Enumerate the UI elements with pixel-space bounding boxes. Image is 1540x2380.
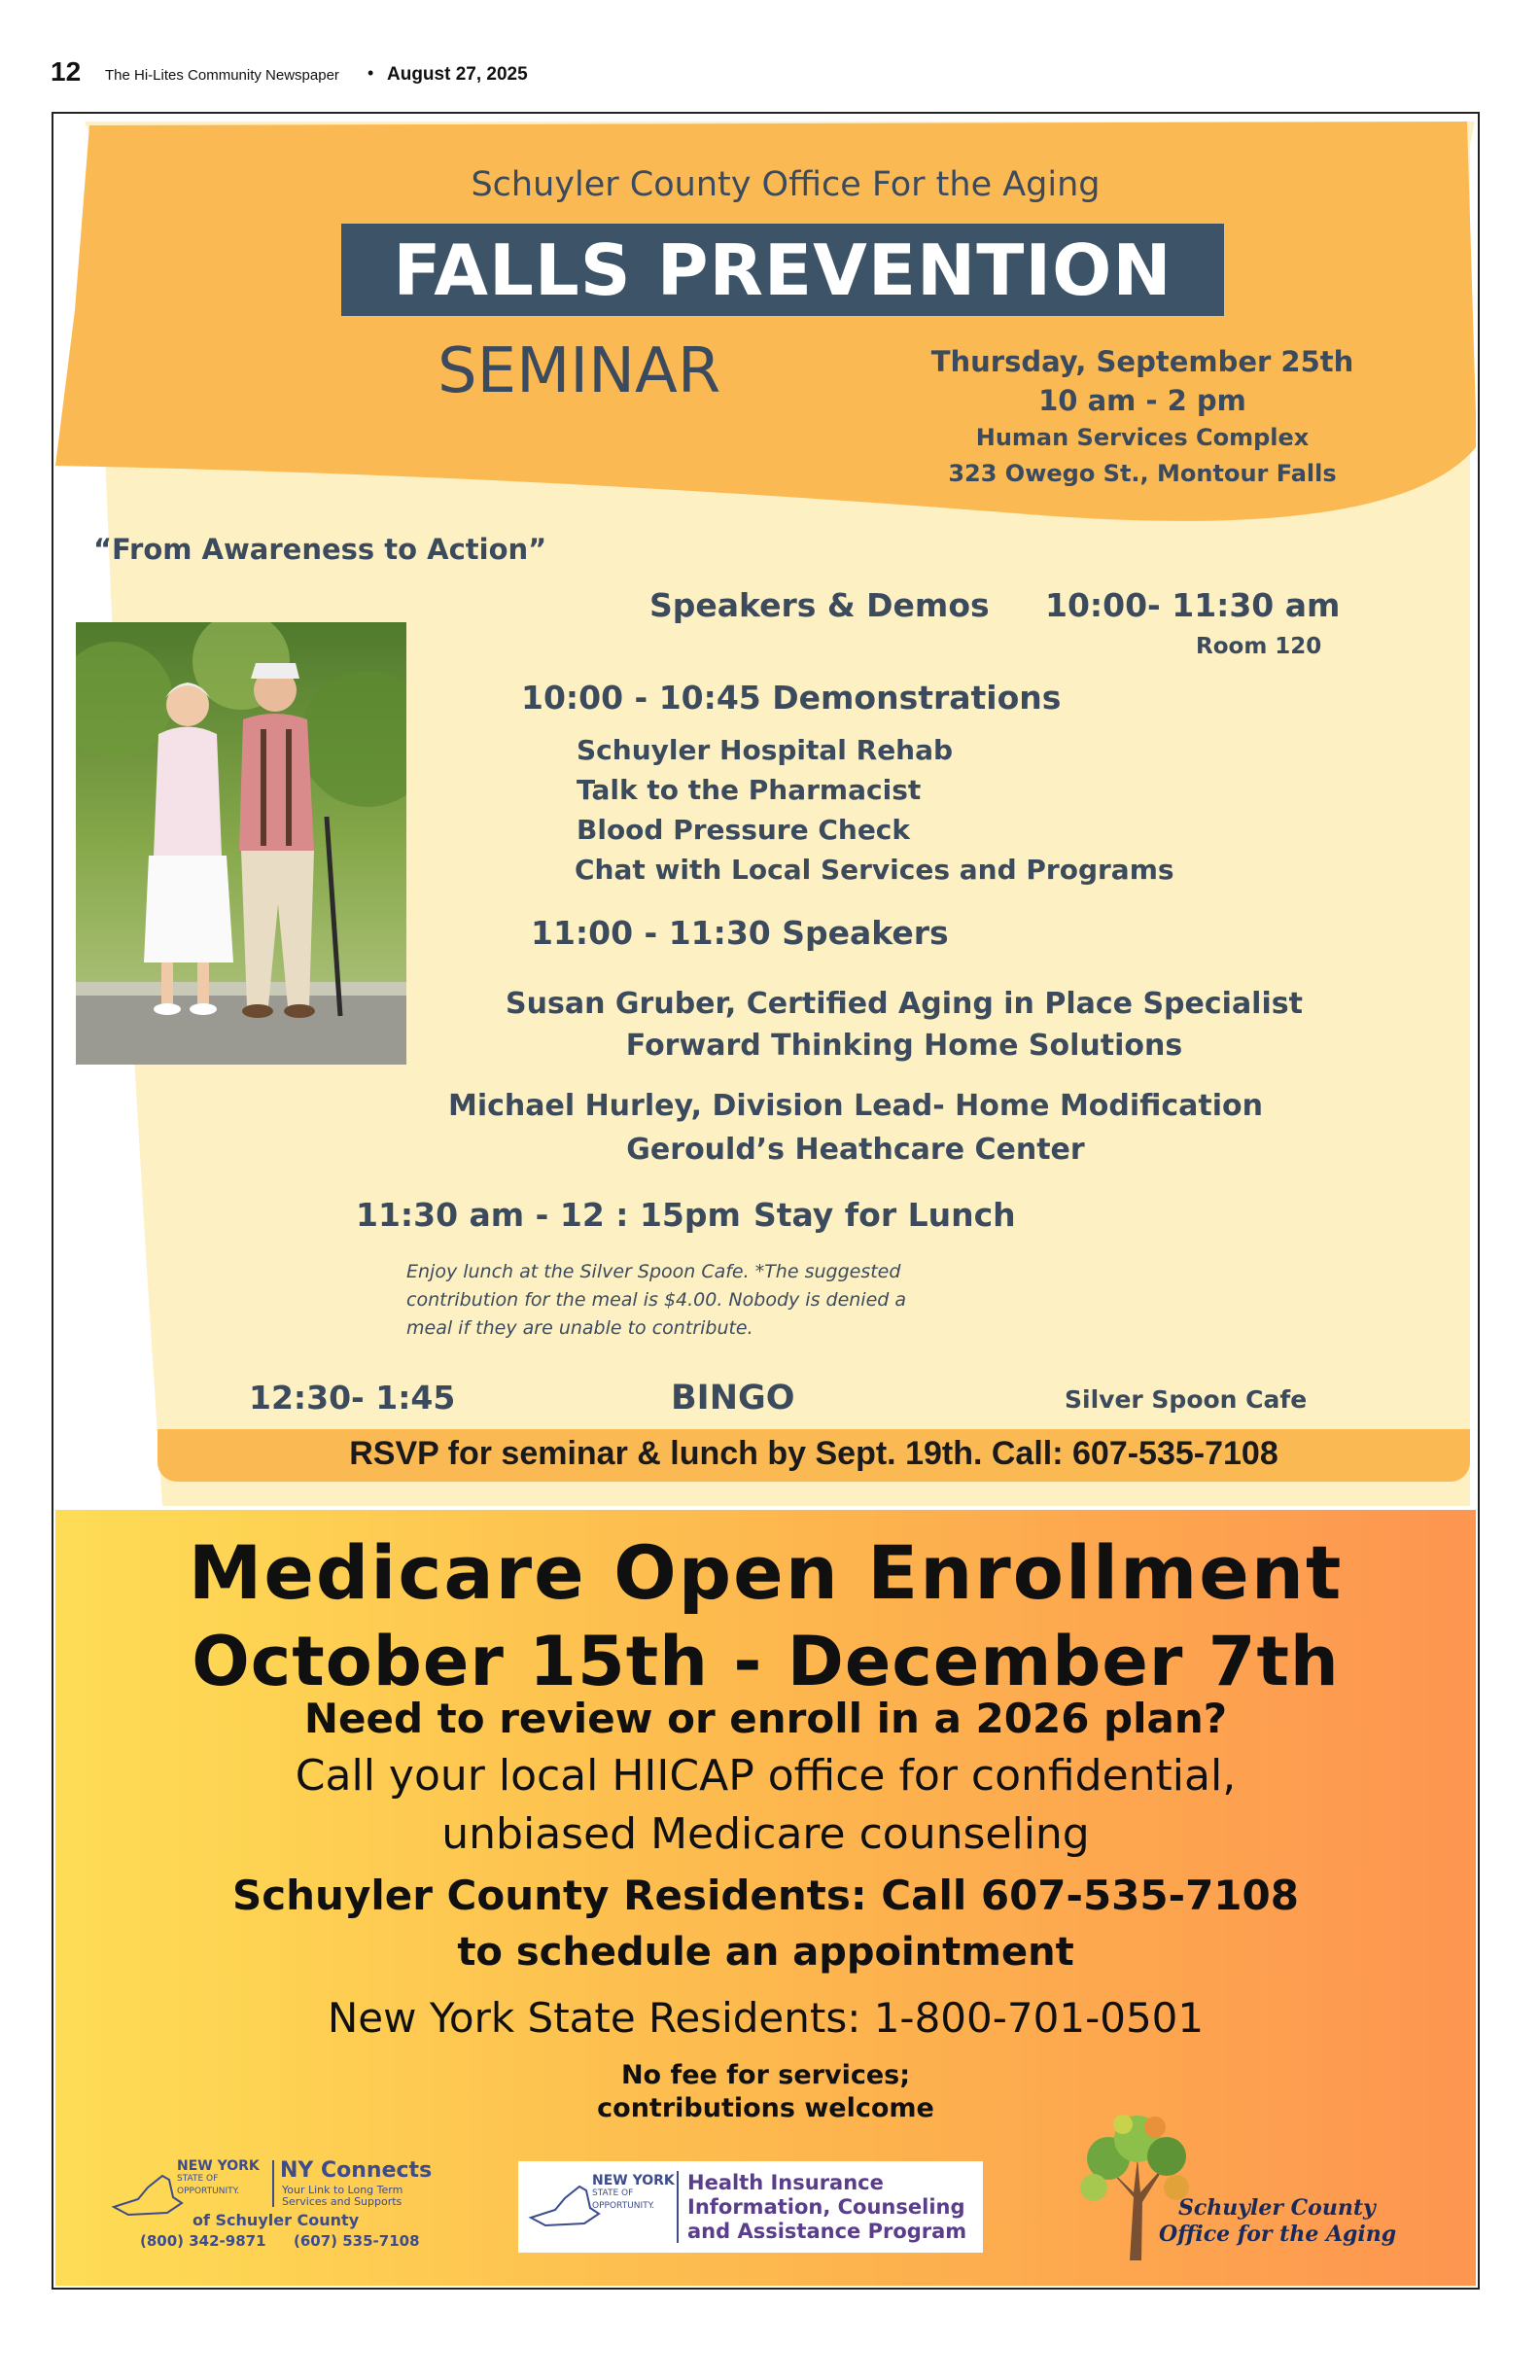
nyc-state-line: NEW YORK	[177, 2158, 260, 2174]
event-time: 10 am - 2 pm	[1038, 384, 1246, 417]
hiicap-text-line: and Assistance Program	[687, 2220, 967, 2243]
ofa-text-line: Schuyler County	[1178, 2195, 1376, 2221]
lunch-note	[406, 1258, 906, 1343]
lunch-note-line: contribution for the meal is $4.00. Nobody is denied a	[406, 1289, 907, 1311]
speakers-demos-label: Speakers & Demos	[649, 586, 990, 624]
logo-divider	[272, 2160, 274, 2207]
demo-item-pharmacist: Talk to the Pharmacist	[577, 774, 922, 806]
hiicap-logo	[518, 2161, 983, 2253]
lunch-label: Stay for Lunch	[753, 1196, 1016, 1234]
publication-name: The Hi-Lites Community Newspaper	[105, 67, 339, 84]
tagline: “From Awareness to Action”	[93, 533, 547, 566]
lunch-time: 11:30 am - 12 : 15pm	[356, 1196, 741, 1234]
schuyler-residents-line: Schuyler County Residents: Call 607-535-7108	[232, 1872, 1299, 1919]
medicare-call-line2: unbiased Medicare counseling	[441, 1809, 1090, 1859]
ofa-text-line: Office for the Aging	[1159, 2222, 1397, 2247]
speaker2-name: Michael Hurley, Division Lead- Home Modification	[447, 1089, 1264, 1123]
ny-state-map-icon	[109, 2168, 187, 2222]
header-separator: •	[368, 63, 374, 83]
hiicap-text-line: Health Insurance	[687, 2171, 884, 2194]
nyc-state-line: OPPORTUNITY.	[177, 2187, 240, 2196]
demonstrations-heading: 10:00 - 10:45 Demonstrations	[521, 679, 1062, 717]
nyc-tag-line: Your Link to Long Term	[282, 2184, 403, 2196]
bingo-place: Silver Spoon Cafe	[1065, 1385, 1308, 1414]
speakers-heading: 11:00 - 11:30 Speakers	[531, 914, 949, 952]
event-day: Thursday, September 25th	[930, 345, 1354, 378]
logo-divider	[677, 2171, 679, 2243]
medicare-title: Medicare Open Enrollment	[188, 1529, 1344, 1616]
elderly-couple-photo	[76, 622, 406, 1065]
ny-connects-logo	[109, 2156, 449, 2254]
room-label: Room 120	[1196, 634, 1322, 659]
hiicap-state-line: NEW YORK	[592, 2173, 675, 2188]
lunch-note-line: meal if they are unable to contribute.	[406, 1317, 753, 1339]
no-fee-line: No fee for services;	[620, 2060, 911, 2090]
demo-item-local-services: Chat with Local Services and Programs	[575, 854, 1174, 886]
contributions-line: contributions welcome	[597, 2093, 934, 2123]
seminar-subtitle: SEMINAR	[438, 335, 721, 407]
nys-residents-line: New York State Residents: 1-800-701-0501	[327, 1994, 1205, 2042]
nyc-county: of Schuyler County	[192, 2211, 360, 2229]
hiicap-text-line: Information, Counseling	[687, 2195, 965, 2219]
medicare-call-line1: Call your local HIICAP office for confidential,	[295, 1751, 1237, 1801]
schedule-appointment-line: to schedule an appointment	[457, 1930, 1074, 1975]
nyc-phone1: (800) 342-9871	[140, 2232, 266, 2250]
ofa-logo	[1069, 2100, 1410, 2265]
speaker1-name: Susan Gruber, Certified Aging in Place Specialist	[506, 987, 1303, 1021]
speaker1-org: Forward Thinking Home Solutions	[625, 1029, 1183, 1063]
nyc-tag-line: Services and Supports	[282, 2195, 402, 2208]
speaker2-org: Gerould’s Heathcare Center	[626, 1133, 1085, 1167]
demo-item-rehab: Schuyler Hospital Rehab	[577, 734, 954, 766]
medicare-question: Need to review or enroll in a 2026 plan?	[303, 1695, 1228, 1742]
medicare-dates: October 15th - December 7th	[192, 1622, 1340, 1701]
nyc-state-line: STATE OF	[177, 2174, 219, 2184]
page-number: 12	[51, 56, 82, 87]
issue-date: August 27, 2025	[387, 64, 528, 85]
demo-item-blood-pressure: Blood Pressure Check	[577, 814, 911, 846]
speakers-demos-time: 10:00- 11:30 am	[1045, 586, 1341, 624]
bingo-label: BINGO	[671, 1379, 795, 1418]
hiicap-state-line: STATE OF	[592, 2188, 634, 2198]
org-name: Schuyler County Office For the Aging	[471, 165, 1101, 204]
seminar-title: FALLS PREVENTION	[393, 229, 1172, 311]
hiicap-state-line: OPPORTUNITY.	[592, 2201, 655, 2211]
lunch-note-line: Enjoy lunch at the Silver Spoon Cafe. *The suggested	[406, 1261, 901, 1282]
event-venue: Human Services Complex	[975, 424, 1310, 451]
bingo-time: 12:30- 1:45	[249, 1379, 456, 1417]
event-address: 323 Owego St., Montour Falls	[948, 460, 1337, 487]
nyc-brand: NY Connects	[280, 2158, 433, 2183]
rsvp-text: RSVP for seminar & lunch by Sept. 19th. Call: 607-535-7108	[349, 1435, 1278, 1472]
nyc-phone2: (607) 535-7108	[294, 2232, 420, 2250]
